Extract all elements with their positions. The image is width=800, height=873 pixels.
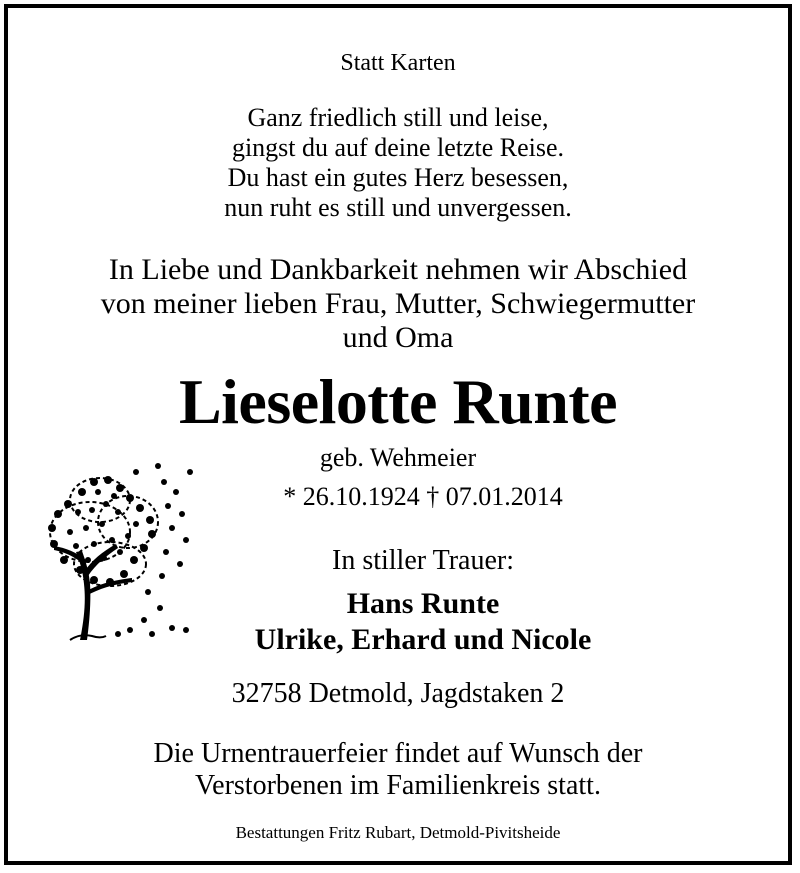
obituary-notice	[8, 8, 788, 861]
notice-frame	[4, 4, 792, 865]
poem	[8, 103, 788, 223]
poem-line: Du hast ein gutes Herz besessen,	[227, 163, 569, 192]
deceased-name: Lieselotte Runte	[178, 366, 618, 437]
mourner-name: Hans Runte	[346, 587, 500, 620]
poem-line: nun ruht es still und unvergessen.	[224, 193, 572, 222]
farewell-line: von meiner lieben Frau, Mutter, Schwiegermutter	[100, 287, 696, 320]
farewell-line: und Oma	[342, 321, 454, 354]
notice-header: Statt Karten	[340, 50, 456, 76]
mourner-name: Ulrike, Erhard und Nicole	[254, 623, 592, 656]
ceremony-line: Die Urnentrauerfeier findet auf Wunsch der	[153, 738, 643, 769]
life-dates: * 26.10.1924 † 07.01.2014	[283, 482, 563, 511]
poem-line: Ganz friedlich still und leise,	[247, 103, 549, 132]
undertaker-credit: Bestattungen Fritz Rubart, Detmold-Pivitsheide	[235, 823, 561, 842]
poem-line: gingst du auf deine letzte Reise.	[231, 133, 565, 162]
mourning-intro: In stiller Trauer:	[332, 545, 514, 576]
farewell-text	[8, 253, 788, 355]
tree-icon	[40, 452, 200, 648]
farewell-line: In Liebe und Dankbarkeit nehmen wir Abschied	[108, 253, 688, 286]
ceremony-note	[8, 738, 788, 802]
maiden-name: geb. Wehmeier	[319, 443, 477, 472]
ceremony-line: Verstorbenen im Familienkreis statt.	[195, 770, 601, 801]
family-address: 32758 Detmold, Jagdstaken 2	[231, 678, 565, 709]
